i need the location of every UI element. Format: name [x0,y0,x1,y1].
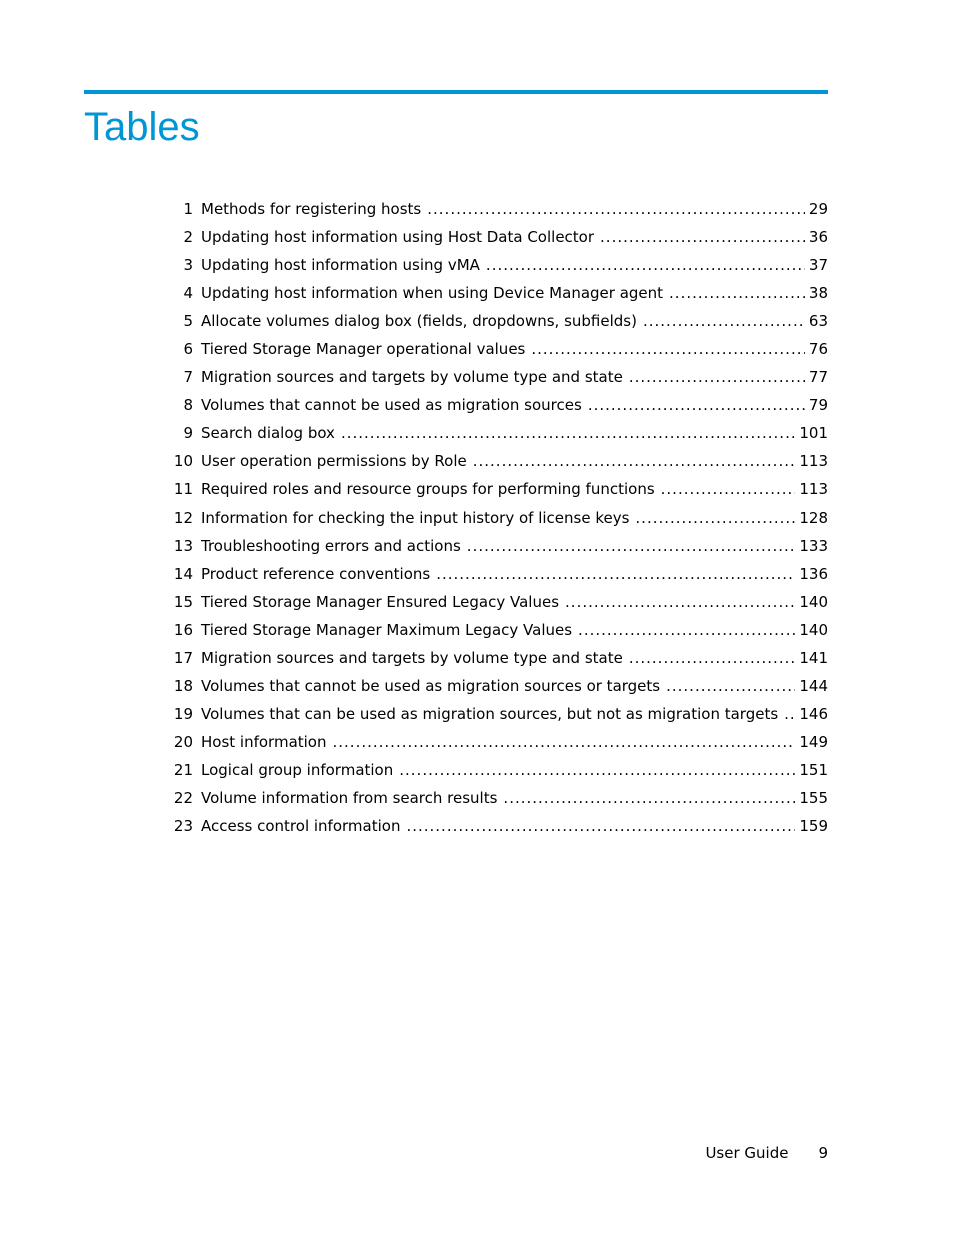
toc-entry-label[interactable]: Logical group information [201,760,394,779]
toc-entry[interactable] [168,363,828,391]
toc-dot-leader [666,672,795,700]
toc-dot-leader [341,419,795,447]
toc-entry-page[interactable]: 38 [808,284,828,303]
toc-entry[interactable] [168,588,828,616]
toc-entry-number: 15 [173,592,193,611]
toc-entry-page[interactable]: 149 [799,732,828,751]
toc-entry-page[interactable]: 133 [799,536,828,555]
toc-entry-label[interactable]: Updating host information using vMA [201,256,480,275]
toc-dot-leader [578,616,795,644]
toc-entry[interactable] [168,335,828,363]
toc-entry[interactable] [168,391,828,419]
toc-entry[interactable] [168,279,828,307]
toc-dot-leader [565,588,795,616]
toc-entry[interactable] [168,419,828,447]
toc-entry-page[interactable]: 76 [808,340,828,359]
toc-entry-label[interactable]: Host information [201,732,327,751]
toc-entry-page[interactable]: 77 [808,368,828,387]
toc-entry[interactable] [168,447,828,475]
toc-entry[interactable] [168,251,828,279]
toc-entry-number: 7 [183,368,193,387]
toc-entry-number: 16 [173,620,193,639]
toc-dot-leader [427,195,805,223]
toc-entry-page[interactable]: 151 [799,760,828,779]
toc-entry-number: 18 [173,676,193,695]
toc-entry-label[interactable]: Tiered Storage Manager operational values [201,340,526,359]
toc-entry[interactable] [168,728,828,756]
toc-entry[interactable] [168,672,828,700]
toc-dot-leader [635,504,795,532]
toc-dot-leader [643,307,805,335]
footer-page-number: 9 [818,1144,828,1162]
toc-dot-leader [600,223,805,251]
toc-entry-number: 12 [173,508,193,527]
toc-entry-number: 6 [183,340,193,359]
toc-dot-leader [467,532,796,560]
toc-entry[interactable] [168,756,828,784]
toc-entry-page[interactable]: 29 [808,200,828,219]
toc-entry-page[interactable]: 128 [799,508,828,527]
toc-entry-label[interactable]: User operation permissions by Role [201,452,467,471]
toc-entry[interactable] [168,195,828,223]
toc-entry-label[interactable]: Methods for registering hosts [201,200,422,219]
toc-dot-leader [436,560,795,588]
toc-entry-page[interactable]: 37 [808,256,828,275]
footer-doc-name: User Guide [705,1144,789,1162]
toc-entry-number: 20 [173,732,193,751]
toc-entry-label[interactable]: Troubleshooting errors and actions [201,536,461,555]
toc-dot-leader [333,728,796,756]
toc-entry[interactable] [168,560,828,588]
page-title: Tables [84,105,200,149]
toc-entry-label[interactable]: Access control information [201,817,401,836]
toc-entry-number: 21 [173,760,193,779]
toc-entry-label[interactable]: Information for checking the input history of license keys [201,508,630,527]
table-of-tables [168,195,828,840]
toc-entry-page[interactable]: 140 [799,620,828,639]
toc-entry[interactable] [168,812,828,840]
toc-entry-label[interactable]: Required roles and resource groups for performing functions [201,480,655,499]
toc-dot-leader [399,756,795,784]
toc-entry-number: 8 [183,396,193,415]
toc-entry-label[interactable]: Migration sources and targets by volume type and state [201,368,623,387]
toc-entry[interactable] [168,504,828,532]
toc-entry-label[interactable]: Tiered Storage Manager Ensured Legacy Values [201,592,560,611]
toc-dot-leader [486,251,805,279]
toc-dot-leader [588,391,805,419]
toc-entry-page[interactable]: 136 [799,564,828,583]
toc-entry-page[interactable]: 113 [799,480,828,499]
toc-entry-label[interactable]: Volumes that can be used as migration sources, but not as migration targets [201,704,779,723]
toc-entry[interactable] [168,616,828,644]
toc-entry-label[interactable]: Allocate volumes dialog box (fields, dropdowns, subfields) [201,312,637,331]
toc-entry[interactable] [168,307,828,335]
toc-entry[interactable] [168,644,828,672]
toc-entry-number: 9 [183,424,193,443]
toc-entry-label[interactable]: Updating host information when using Device Manager agent [201,284,664,303]
toc-entry-page[interactable]: 155 [799,789,828,807]
toc-entry-number: 4 [183,284,193,303]
toc-entry-number: 10 [173,452,193,471]
toc-entry[interactable] [168,700,828,728]
toc-entry-number: 19 [173,704,193,723]
toc-entry-number: 1 [183,200,193,219]
toc-dot-leader [406,812,795,840]
toc-entry-page[interactable]: 140 [799,592,828,611]
toc-dot-leader [629,644,796,672]
toc-entry-page[interactable]: 159 [799,817,828,836]
toc-entry-page[interactable]: 36 [808,228,828,247]
toc-entry-number: 22 [173,789,193,807]
toc-dot-leader [531,335,805,363]
toc-entry-label[interactable]: Volumes that cannot be used as migration sources or targets [201,676,661,695]
toc-entry-label[interactable]: Migration sources and targets by volume type and state [201,648,623,667]
toc-entry-number: 17 [173,648,193,667]
toc-entry-label[interactable]: Updating host information using Host Data Collector [201,228,595,247]
toc-entry-number: 14 [173,564,193,583]
toc-entry[interactable] [168,532,828,560]
toc-entry[interactable] [168,784,828,812]
toc-entry-label[interactable]: Search dialog box [201,424,335,443]
toc-entry-label[interactable]: Tiered Storage Manager Maximum Legacy Values [201,620,573,639]
toc-entry-number: 11 [173,480,193,499]
toc-dot-leader [473,447,796,475]
header-rule [84,90,828,94]
toc-entry-page[interactable]: 144 [799,676,828,695]
toc-entry-page[interactable]: 113 [799,452,828,471]
toc-dot-leader [629,363,805,391]
toc-entry-page[interactable]: 141 [799,648,828,667]
toc-entry-label[interactable]: Product reference conventions [201,564,431,583]
toc-entry-number: 13 [173,536,193,555]
toc-entry-page[interactable]: 101 [799,424,828,443]
toc-entry[interactable] [168,475,828,503]
toc-entry-page[interactable]: 63 [808,312,828,331]
toc-entry[interactable] [168,223,828,251]
page-footer [705,1141,828,1165]
toc-entry-label[interactable]: Volume information from search results [201,789,498,807]
toc-entry-page[interactable]: 146 [799,704,828,723]
toc-entry-number: 23 [173,817,193,836]
toc-dot-leader [503,784,795,812]
toc-entry-number: 3 [183,256,193,275]
toc-dot-leader [669,279,805,307]
toc-dot-leader [661,475,796,503]
toc-entry-label[interactable]: Volumes that cannot be used as migration sources [201,396,582,415]
toc-entry-number: 5 [183,312,193,331]
toc-dot-leader [784,700,795,728]
toc-entry-number: 2 [183,228,193,247]
toc-entry-page[interactable]: 79 [808,396,828,415]
